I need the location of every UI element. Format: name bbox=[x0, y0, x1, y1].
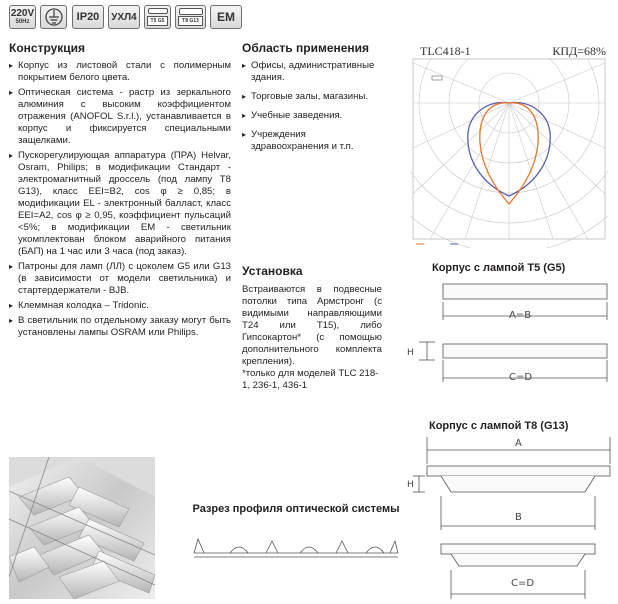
installation-section bbox=[242, 264, 382, 392]
installation-text: Встраиваются в подвесные потолки типа Армстронг (с видимыми направляющими T24 или T15), либо Гипсокартон* (с помощью дополнительного комплекта крепления). bbox=[242, 284, 382, 367]
list-item: ▸ Оптическая система - растр из зеркального алюминия с высоким коэффициентом отражения (ANOFOL S.r.l.), устанавливается в корпус и фиксируется специальными защелками. bbox=[9, 87, 231, 147]
list-item: ▸ В светильник по отдельному заказу могут быть установлены лампы OSRAM или Philips. bbox=[9, 315, 231, 339]
list-item: ▸ Патроны для ламп (ЛЛ) с цоколем G5 или G13 (в зависимости от модели светильника) и стартердержатели - BJB. bbox=[9, 261, 231, 297]
voltage-badge bbox=[9, 5, 36, 29]
frequency-label: 50Hz bbox=[15, 19, 30, 25]
t8-dimension-a: A bbox=[515, 438, 522, 449]
polar-chart bbox=[410, 58, 608, 248]
t5-lamp-label: T5 G5 bbox=[147, 16, 169, 26]
t5-lamp-badge bbox=[144, 5, 171, 29]
luminaire-photo bbox=[9, 457, 155, 599]
ip-rating-badge bbox=[72, 5, 104, 29]
emergency-badge bbox=[210, 5, 242, 29]
application-section bbox=[242, 41, 382, 160]
voltage-label: 220V bbox=[10, 8, 35, 19]
ip-rating-label: IP20 bbox=[76, 10, 100, 23]
ground-symbol-icon bbox=[44, 7, 64, 27]
t8-body-drawing bbox=[405, 434, 615, 599]
climate-label: УХЛ4 bbox=[111, 11, 137, 23]
t8-dimension-cd: C=D bbox=[511, 578, 535, 589]
installation-title: Установка bbox=[242, 264, 303, 278]
list-item: ▸ Торговые залы, магазины. bbox=[242, 91, 382, 103]
t8-lamp-icon bbox=[179, 8, 203, 15]
t8-lamp-label: T8 G13 bbox=[178, 16, 203, 26]
t8-lamp-badge bbox=[175, 5, 206, 29]
luminaire-grid-image bbox=[9, 457, 155, 599]
t5-body-section bbox=[405, 262, 615, 392]
t8-dimension-b: B bbox=[515, 512, 522, 523]
application-list bbox=[242, 60, 382, 153]
list-item: ▸ Пускорегулирующая аппаратура (ПРА) Helvar, Osram, Philips; в модификации Стандарт - электромагнитный дроссель (под лампу T8 G13), класс EEI=B2, cos φ ≥ 0,85; в модификации EL - электронный балласт, класс EEI=A2, cos φ ≥ 0,95, коэффициент пульсаций <5%; в модификации EM - светильник укомплектован блоком аварийного питания (БАП) на 1 час или 3 часа (под заказ). bbox=[9, 150, 231, 258]
polar-model-label: TLC418-1 bbox=[420, 44, 471, 58]
installation-note: *только для моделей TLC 218-1, 236-1, 436-1 bbox=[242, 368, 379, 391]
emergency-label: EM bbox=[217, 9, 235, 24]
t5-dimension-cd: C=D bbox=[509, 372, 533, 383]
profile-drawing bbox=[190, 535, 402, 563]
list-item: ▸ Учебные заведения. bbox=[242, 110, 382, 122]
ground-badge bbox=[40, 5, 67, 29]
construction-title: Конструкция bbox=[9, 41, 86, 55]
profile-title: Разрез профиля оптической системы bbox=[192, 503, 400, 515]
t5-body-title: Корпус с лампой T5 (G5) bbox=[432, 262, 566, 274]
list-item: ▸ Учреждения здравоохранения и т.п. bbox=[242, 129, 382, 153]
t8-body-title: Корпус с лампой T8 (G13) bbox=[429, 420, 569, 432]
t8-dimension-h: H bbox=[407, 480, 414, 490]
list-item: ▸ Корпус из листовой стали с полимерным покрытием белого цвета. bbox=[9, 60, 231, 84]
t5-dimension-ab: A=B bbox=[509, 310, 532, 321]
t5-lamp-icon bbox=[148, 8, 168, 14]
application-title: Область применения bbox=[242, 41, 370, 55]
t8-body-section bbox=[405, 420, 615, 599]
profile-section bbox=[190, 503, 402, 565]
polar-diagram bbox=[410, 44, 608, 248]
construction-list bbox=[9, 60, 231, 339]
t5-dimension-h: H bbox=[407, 348, 414, 358]
list-item: ▸ Клеммная колодка – Tridonic. bbox=[9, 300, 231, 312]
construction-section bbox=[9, 41, 231, 342]
climate-badge bbox=[108, 5, 140, 29]
polar-efficiency-label: КПД=68% bbox=[552, 44, 606, 58]
list-item: ▸ Офисы, административные здания. bbox=[242, 60, 382, 84]
